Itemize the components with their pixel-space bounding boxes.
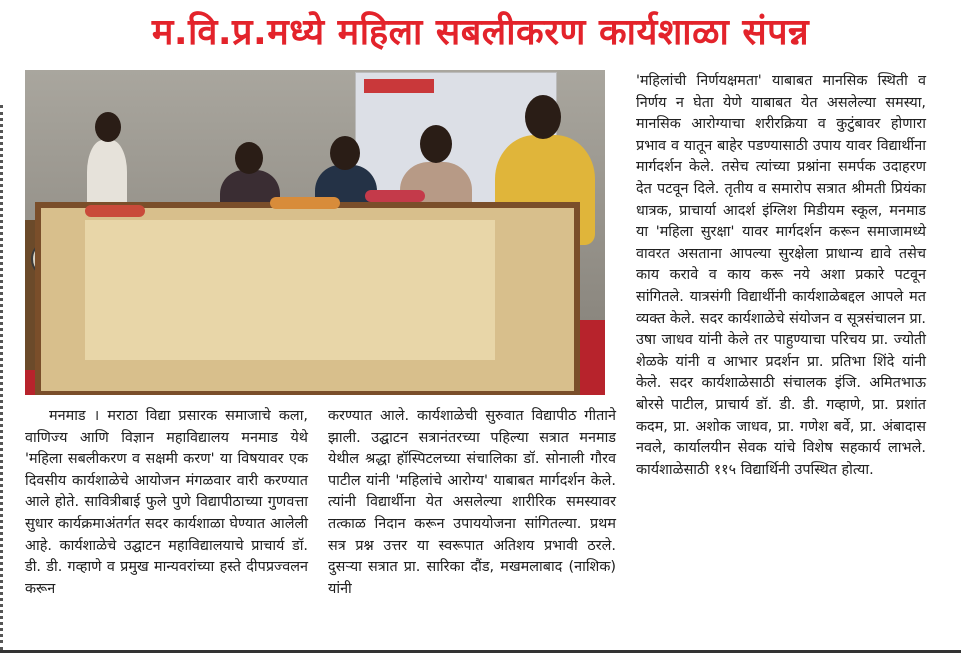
flower-bouquet <box>85 205 145 217</box>
flower-bouquet <box>270 197 340 209</box>
article-column-left <box>25 406 308 600</box>
speaker-head <box>95 112 121 142</box>
guest-head-3 <box>420 125 452 163</box>
headline: म.वि.प्र.मध्ये महिला सबलीकरण कार्यशाळा संपन्न <box>151 11 810 53</box>
table-front-panel <box>85 220 495 360</box>
seminar-photo <box>25 70 605 395</box>
guest-head-2 <box>330 136 360 170</box>
article-paragraph: मनमाड । मराठा विद्या प्रसारक समाजाचे कला, वाणिज्य आणि विज्ञान महाविद्यालय मनमाड येथे 'महिला सबलीकरण व सक्षमी करण' या विषयावर एक दिवसीय कार्यशाळेचे आयोजन मंगळवार वारी करण्यात आले होते. सावित्रीबाई फुले पुणे विद्यापीठाच्या गुणवत्ता सुधार कार्यक्रमाअंतर्गत सदर कार्यशाळा घेण्यात आलेली आहे. कार्यशाळेचे उद्घाटन महाविद्यालयाचे प्राचार्य डॉ. डी. डी. गव्हाणे व प्रमुख मान्यवरांच्या हस्ते दीपप्रज्वलन करून <box>25 408 308 597</box>
article-paragraph: 'महिलांची निर्णयक्षमता' याबाबत मानसिक स्थिती व निर्णय न घेता येणे याबाबत येत असलेल्या समस्या, मानसिक आरोग्याचा शरीरक्रिया व कुटुंबावर होणारा प्रभाव व यातून बाहेर पडण्यासाठी उपाय यावर विद्यार्थीना मार्गदर्शन केले. तसेच त्यांच्या प्रश्नांना समर्पक उदाहरण देत पटवून दिले. तृतीय व समारोप सत्रात श्रीमती प्रियंका धात्रक, प्राचार्या आदर्श इंग्लिश मिडीयम स्कूल, मनमाड या 'महिला सुरक्षा' यावर मार्गदर्शन करून समाजामध्ये वावरत असताना आपल्या सुरक्षेला प्राधान्य द्यावे तसेच काय करावे व काय करू नये अशा प्रकारे पटवून सांगितले. यात्रसंगी विद्यार्थीनी कार्यशाळेबद्दल आपले मत व्यक्त केले. सदर कार्यशाळेचे संयोजन व सूत्रसंचालन प्रा. उषा जाधव यांनी केले तर पाहुण्याचा परिचय प्रा. ज्योती शेळके यांनी व आभार प्रदर्शन प्रा. प्रतिभा शिंदे यांनी केले. सदर कार्यशाळेसाठी संचालक इंजि. अमितभाऊ बोरसे पाटील, प्राचार्य डॉ. डी. डी. गव्हाणे, प्रा. प्रशांत कदम, प्रा. अशोक जाधव, प्रा. गणेश बर्वे, प्रा. अंबादास नवले, कार्यालयीन सेवक यांचे विशेष सहकार्य लाभले. कार्यशाळेसाठी ११५ विद्यार्थिनी उपस्थित होत्या. <box>636 73 926 478</box>
page-edge-divider <box>0 105 11 650</box>
article-column-middle <box>328 406 616 600</box>
article-column-right <box>636 71 926 481</box>
guest-head-4 <box>525 95 561 139</box>
flower-bouquet <box>365 190 425 202</box>
article-paragraph: करण्यात आले. कार्यशाळेची सुरुवात विद्यापीठ गीताने झाली. उद्घाटन सत्रानंतरच्या पहिल्या सत्रात मनमाड येथील श्रद्धा हॉस्पिटलच्या संचालिका डॉ. सोनाली गौरव पाटील यांनी 'महिलांचे आरोग्य' याबाबत मार्गदर्शन केले. त्यांनी विद्यार्थीना येत असलेल्या शारीरिक समस्यावर तत्काळ निदान करून उपाययोजना सांगितल्या. प्रथम सत्र प्रश्न उत्तर या स्वरूपात अतिशय प्रभावी ठरले. दुसऱ्या सत्रात प्रा. सारिका दौंड, मखमलाबाद (नाशिक) यांनी <box>328 408 616 597</box>
guest-head-1 <box>235 142 263 174</box>
screen-banner <box>364 79 434 93</box>
bottom-rule <box>0 650 961 653</box>
